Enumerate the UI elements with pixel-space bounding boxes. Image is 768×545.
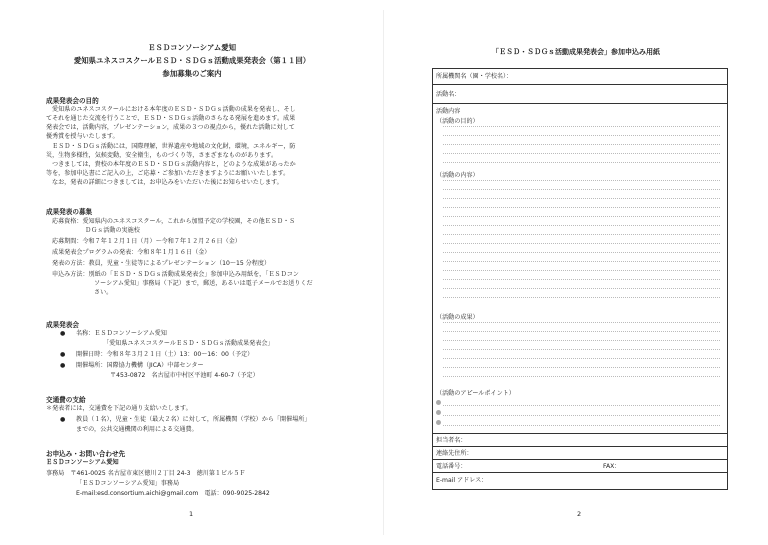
address-label: 連絡先住所： xyxy=(436,450,473,457)
activity-name-row[interactable] xyxy=(433,85,727,104)
recruit-line: ＤＧｓ活動の実施校 xyxy=(85,227,140,234)
writing-line xyxy=(443,189,720,190)
writing-line xyxy=(443,207,720,208)
appeal-bullet xyxy=(436,410,441,415)
application-form xyxy=(432,68,728,490)
purpose-line: ＥＳＤ・ＳＤＧｓ活動には，国際理解，世界遺産や地域の文化財，環境，エネルギー，防 xyxy=(52,143,296,150)
purpose-label: （活動の目的） xyxy=(436,118,479,125)
writing-line xyxy=(443,297,720,298)
contact-title: お申込み・お問い合わせ先 xyxy=(46,450,126,458)
writing-line xyxy=(443,180,720,181)
writing-line xyxy=(443,425,720,426)
writing-line xyxy=(443,340,720,341)
writing-line xyxy=(443,261,720,262)
purpose-line: 発表会では，活動内容，プレゼンテーション，成果の３つの視点から，優れた活動に対して xyxy=(46,124,295,131)
page-number: 1 xyxy=(189,510,194,518)
person-row[interactable] xyxy=(433,434,727,447)
result-label: （活動の成果） xyxy=(436,314,479,321)
person-label: 担当者名： xyxy=(436,437,467,444)
event-line: 〒453-0872 名古屋市中村区平池町 4-60-7（予定） xyxy=(110,372,259,379)
purpose-title: 成果発表会の目的 xyxy=(46,97,99,105)
writing-line xyxy=(443,144,720,145)
recruit-line: 応募期間：令和７年１２月１日（月）～令和７年１２月２６日（金） xyxy=(52,238,241,245)
purpose-line: 災，生物多様性，気候変動，安全衛生，ものづくり等，さまざまなものがあります。 xyxy=(46,152,278,159)
contact-line: 「ＥＳＤコンソーシアム愛知」事務局 xyxy=(76,480,180,487)
writing-line xyxy=(443,252,720,253)
contact-line: E-mail:esd.consortium.aichi@gmail.com 電話：090-9025-2842 xyxy=(76,490,270,497)
writing-line xyxy=(443,153,720,154)
appeal-label: （活動のアピールポイント） xyxy=(436,390,515,397)
phone-label: 電話番号： xyxy=(436,463,467,470)
recruit-line: さい。 xyxy=(94,289,113,296)
institution-row[interactable] xyxy=(433,69,727,85)
writing-line xyxy=(443,126,720,127)
event-line: 「愛知県ユネスコスクールＥＳＤ・ＳＤＧｓ活動成果発表会」 xyxy=(103,340,274,347)
purpose-line: てそれを通じた交流を行うことで、ＥＳＤ・ＳＤＧｓ活動のさらなる発展を進めます。成果 xyxy=(46,115,296,122)
form-title: 「ＥＳＤ・ＳＤＧｓ活動成果発表会」参加申込み用紙 xyxy=(492,48,660,56)
writing-line xyxy=(443,225,720,226)
page-number: 2 xyxy=(577,510,582,518)
transport-line: ＊発表者には，交通費を下記の通り支給いたします。 xyxy=(46,405,192,412)
transport-line: までの，公共交通機関の利用による交通費。 xyxy=(76,426,198,433)
event-line: 開催場所：国際協力機構（JICA）中部センター xyxy=(76,362,204,369)
institution-label: 所属機関名（園・学校名）： xyxy=(436,73,513,80)
phone-row[interactable] xyxy=(433,460,727,473)
activity-content-label: 活動内容 xyxy=(436,108,461,115)
event-bullet: ● xyxy=(60,362,66,369)
recruit-line: 成果発表会プログラムの発表：令和８年１月１６日（金） xyxy=(52,249,211,256)
recruit-line: 申込み方法：別紙の「ＥＳＤ・ＳＤＧｓ活動成果発表会」参加申込み用紙を，「ＥＳＤコン xyxy=(52,271,299,278)
writing-line xyxy=(443,198,720,199)
appeal-bullet xyxy=(436,400,441,405)
invite-heading: 参加募集のご案内 xyxy=(162,69,222,78)
recruit-line: 発表の方法：教員，児童・生徒等によるプレゼンテーション（10～15 分程度） xyxy=(52,260,271,267)
writing-line xyxy=(443,270,720,271)
writing-line xyxy=(443,243,720,244)
email-label: E-mail アドレス： xyxy=(436,477,488,484)
fax-label: FAX： xyxy=(603,463,621,470)
event-line: 開催日時：令和８年３月２１日（土）13：00～16：00（予定） xyxy=(76,351,254,358)
writing-line xyxy=(443,322,720,323)
activity-name-label: 活動名： xyxy=(436,91,461,98)
event-heading: 愛知県ユネスコスクールＥＳＤ・ＳＤＧｓ活動成果発表会（第１１回） xyxy=(73,56,311,65)
writing-line xyxy=(443,331,720,332)
transport-bullet: ● xyxy=(60,416,66,423)
transport-title: 交通費の支給 xyxy=(46,396,86,404)
content-label: （活動の内容） xyxy=(436,172,479,179)
purpose-line: 愛知県のユネスコスクールにおける本年度のＥＳＤ・ＳＤＧｓ活動の成果を発表し、そし xyxy=(52,106,296,113)
writing-line xyxy=(443,216,720,217)
writing-line xyxy=(443,349,720,350)
recruit-title: 成果発表の募集 xyxy=(46,208,93,216)
event-line: 名称：ＥＳＤコンソーシアム愛知 xyxy=(76,330,167,337)
activity-content-area[interactable] xyxy=(433,104,727,434)
writing-line xyxy=(443,376,720,377)
page-2 xyxy=(384,0,768,545)
email-row[interactable] xyxy=(433,473,727,488)
purpose-line: つきましては，貴校の本年度のＥＳＤ・ＳＤＧｓ活動内容と，どのような成果があったか xyxy=(52,161,296,168)
writing-line xyxy=(443,415,720,416)
writing-line xyxy=(443,358,720,359)
purpose-line: 等を，参加申込書にご記入の上，ご応募・ご参加いただきますようにお願いいたします。 xyxy=(46,170,290,177)
org-heading: ＥＳＤコンソーシアム愛知 xyxy=(147,43,237,52)
purpose-line: なお，発表の詳細につきましては，お申込みをいただいた後にお知らせいたします。 xyxy=(52,179,283,186)
contact-org: ＥＳＤコンソーシアム愛知 xyxy=(46,459,119,466)
writing-line xyxy=(443,234,720,235)
recruit-line: 応募資格：愛知県内のユネスコスクール，これから加盟予定の学校園，その他ＥＳＤ・Ｓ xyxy=(52,218,296,225)
address-row[interactable] xyxy=(433,447,727,460)
writing-line xyxy=(443,279,720,280)
writing-line xyxy=(443,367,720,368)
contact-line: 事務局 〒461-0025 名古屋市東区徳川２丁目 24-3 徳川第１ビル５Ｆ xyxy=(46,470,246,477)
writing-line xyxy=(443,288,720,289)
writing-line xyxy=(443,405,720,406)
appeal-bullet xyxy=(436,420,441,425)
recruit-line: ソーシアム愛知」事務局（下記）まで，郵送，あるいは電子メールでお送りくだ xyxy=(94,280,313,287)
event-bullet: ● xyxy=(60,330,66,337)
writing-line xyxy=(443,162,720,163)
event-title: 成果発表会 xyxy=(46,321,79,329)
purpose-line: 優秀賞を授与いたします。 xyxy=(46,133,119,140)
event-bullet: ● xyxy=(60,351,66,358)
transport-line: 教員（１名），児童・生徒（最大２名）に対して，所属機関（学校）から「開催場所」 xyxy=(76,416,311,423)
writing-line xyxy=(443,135,720,136)
